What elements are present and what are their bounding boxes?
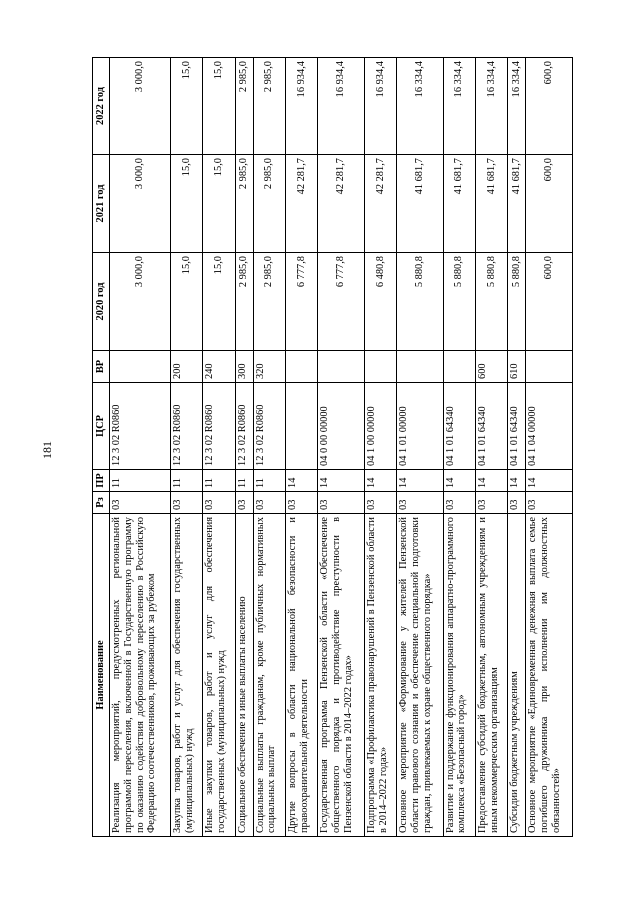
- cell-rz: 03: [110, 492, 171, 514]
- cell-vr: [397, 351, 444, 383]
- cell-name: Предоставление субсидий бюджетным, автономным учреждениям и иным некоммерческим организациям: [475, 514, 507, 837]
- table-row: [475, 58, 507, 837]
- cell-2020: 600,0: [526, 253, 573, 351]
- cell-vr: 610: [508, 351, 526, 383]
- cell-2021: 2 985,0: [235, 155, 253, 253]
- table-row: [318, 58, 365, 837]
- table-row: [285, 58, 317, 837]
- cell-2022: 2 985,0: [253, 58, 285, 155]
- cell-2020: 6 480,8: [364, 253, 396, 351]
- cell-pr: 14: [443, 470, 475, 492]
- cell-name: Социальное обеспечение и иные выплаты населению: [235, 514, 253, 837]
- cell-name: Закупка товаров, работ и услуг для обеспечения государственных (муниципальных) нужд: [170, 514, 202, 837]
- cell-2021: 41 681,7: [475, 155, 507, 253]
- cell-pr: 14: [508, 470, 526, 492]
- cell-csr: 04 1 01 64340: [508, 383, 526, 470]
- cell-2020: 5 880,8: [443, 253, 475, 351]
- cell-2022: 3 000,0: [110, 58, 171, 155]
- cell-rz: 03: [475, 492, 507, 514]
- cell-vr: 300: [235, 351, 253, 383]
- cell-rz: 03: [364, 492, 396, 514]
- cell-name: Подпрограмма «Профилактика правонарушений в Пензенской области в 2014–2022 годах»: [364, 514, 396, 837]
- cell-vr: [443, 351, 475, 383]
- cell-rz: 03: [170, 492, 202, 514]
- cell-pr: 11: [235, 470, 253, 492]
- header-csr: ЦСР: [93, 383, 110, 470]
- header-2020: 2020 год: [93, 253, 110, 351]
- cell-pr: 11: [170, 470, 202, 492]
- cell-rz: 03: [253, 492, 285, 514]
- cell-2022: 2 985,0: [235, 58, 253, 155]
- cell-csr: 04 1 00 00000: [364, 383, 396, 470]
- cell-name: Основное мероприятие «Единовременная денежная выплата семье погибшего дружинника при исполнении им должностных обязанностей»: [526, 514, 573, 837]
- cell-vr: [110, 351, 171, 383]
- cell-2020: 2 985,0: [235, 253, 253, 351]
- cell-2022: 16 334,4: [397, 58, 444, 155]
- cell-2020: 2 985,0: [253, 253, 285, 351]
- table-row: [364, 58, 396, 837]
- cell-csr: [285, 383, 317, 470]
- cell-name: Социальные выплаты гражданам, кроме публичных нормативных социальных выплат: [253, 514, 285, 837]
- cell-rz: 03: [318, 492, 365, 514]
- cell-name: Другие вопросы в области национальной безопасности и правоохранительной деятельности: [285, 514, 317, 837]
- cell-vr: 320: [253, 351, 285, 383]
- cell-2021: 42 281,7: [285, 155, 317, 253]
- cell-pr: 14: [364, 470, 396, 492]
- cell-vr: [318, 351, 365, 383]
- cell-name: Реализация мероприятий, предусмотренных региональной программой переселения, включенной в Государственную программу по оказанию содействия добровольному переселению в Российскую Федерацию соотечественников, проживающих за рубежом: [110, 514, 171, 837]
- cell-vr: 200: [170, 351, 202, 383]
- header-vr: ВР: [93, 351, 110, 383]
- cell-name: Развитие и поддержание функционирования аппаратно-программного комплекса «Безопасный город»: [443, 514, 475, 837]
- cell-2020: 5 880,8: [397, 253, 444, 351]
- cell-rz: 03: [235, 492, 253, 514]
- cell-rz: 03: [285, 492, 317, 514]
- cell-2022: 15,0: [170, 58, 202, 155]
- cell-name: Субсидии бюджетным учреждениям: [508, 514, 526, 837]
- cell-2021: 41 681,7: [443, 155, 475, 253]
- rotated-table-container: [92, 58, 573, 837]
- cell-rz: 03: [397, 492, 444, 514]
- cell-csr: 04 1 01 64340: [475, 383, 507, 470]
- cell-2020: 15,0: [203, 253, 235, 351]
- cell-pr: 11: [110, 470, 171, 492]
- cell-vr: 240: [203, 351, 235, 383]
- cell-2022: 16 934,4: [285, 58, 317, 155]
- table-row: [397, 58, 444, 837]
- budget-table: [92, 57, 573, 837]
- cell-vr: [364, 351, 396, 383]
- cell-csr: 12 3 02 R0860: [170, 383, 202, 470]
- table-row: [203, 58, 235, 837]
- cell-2021: 41 681,7: [508, 155, 526, 253]
- cell-pr: 11: [253, 470, 285, 492]
- cell-2020: 3 000,0: [110, 253, 171, 351]
- header-name: Наименование: [93, 514, 110, 837]
- cell-2022: 16 334,4: [508, 58, 526, 155]
- cell-pr: 14: [318, 470, 365, 492]
- cell-rz: 03: [203, 492, 235, 514]
- cell-2022: 16 934,4: [318, 58, 365, 155]
- cell-csr: 12 3 02 R0860: [235, 383, 253, 470]
- cell-name: Основное мероприятие «Формирование у жителей Пензенской области правового сознания и обеспечение специальной подготовки граждан, привлекаемых к охране общественного порядка»: [397, 514, 444, 837]
- cell-csr: 04 1 01 00000: [397, 383, 444, 470]
- cell-pr: 14: [475, 470, 507, 492]
- cell-2020: 5 880,8: [508, 253, 526, 351]
- cell-2021: 2 985,0: [253, 155, 285, 253]
- cell-2022: 16 934,4: [364, 58, 396, 155]
- cell-csr: 12 3 02 R0860: [110, 383, 171, 470]
- header-pr: ПР: [93, 470, 110, 492]
- cell-2022: 15,0: [203, 58, 235, 155]
- cell-2021: 42 281,7: [364, 155, 396, 253]
- cell-csr: 12 3 02 R0860: [253, 383, 285, 470]
- header-2021: 2021 год: [93, 155, 110, 253]
- cell-vr: [285, 351, 317, 383]
- cell-vr: 600: [475, 351, 507, 383]
- cell-2020: 5 880,8: [475, 253, 507, 351]
- table-row: [235, 58, 253, 837]
- cell-2021: 41 681,7: [397, 155, 444, 253]
- cell-rz: 03: [508, 492, 526, 514]
- cell-name: Государственная программа Пензенской области «Обеспечение общественного порядка и противодействие преступности в Пензенской области в 2014–2022 годах»: [318, 514, 365, 837]
- cell-2021: 600,0: [526, 155, 573, 253]
- cell-2020: 15,0: [170, 253, 202, 351]
- page-number: 181: [40, 441, 54, 459]
- cell-pr: 14: [285, 470, 317, 492]
- cell-name: Иные закупки товаров, работ и услуг для обеспечения государственных (муниципальных) нужд: [203, 514, 235, 837]
- cell-2021: 42 281,7: [318, 155, 365, 253]
- cell-csr: 04 1 01 64340: [443, 383, 475, 470]
- cell-csr: 04 1 04 00000: [526, 383, 573, 470]
- header-2022: 2022 год: [93, 58, 110, 155]
- cell-pr: 14: [397, 470, 444, 492]
- table-row: [170, 58, 202, 837]
- cell-2022: 16 334,4: [443, 58, 475, 155]
- cell-pr: 11: [203, 470, 235, 492]
- cell-2020: 6 777,8: [285, 253, 317, 351]
- cell-vr: [526, 351, 573, 383]
- table-row: [253, 58, 285, 837]
- cell-csr: 12 3 02 R0860: [203, 383, 235, 470]
- table-row: [443, 58, 475, 837]
- header-rz: Рз: [93, 492, 110, 514]
- table-header-row: [93, 58, 110, 837]
- table-row: [526, 58, 573, 837]
- cell-2021: 15,0: [170, 155, 202, 253]
- cell-2020: 6 777,8: [318, 253, 365, 351]
- table-row: [508, 58, 526, 837]
- table-row: [110, 58, 171, 837]
- cell-2021: 3 000,0: [110, 155, 171, 253]
- cell-pr: 14: [526, 470, 573, 492]
- cell-rz: 03: [443, 492, 475, 514]
- cell-csr: 04 0 00 00000: [318, 383, 365, 470]
- cell-2021: 15,0: [203, 155, 235, 253]
- cell-2022: 600,0: [526, 58, 573, 155]
- cell-2022: 16 334,4: [475, 58, 507, 155]
- cell-rz: 03: [526, 492, 573, 514]
